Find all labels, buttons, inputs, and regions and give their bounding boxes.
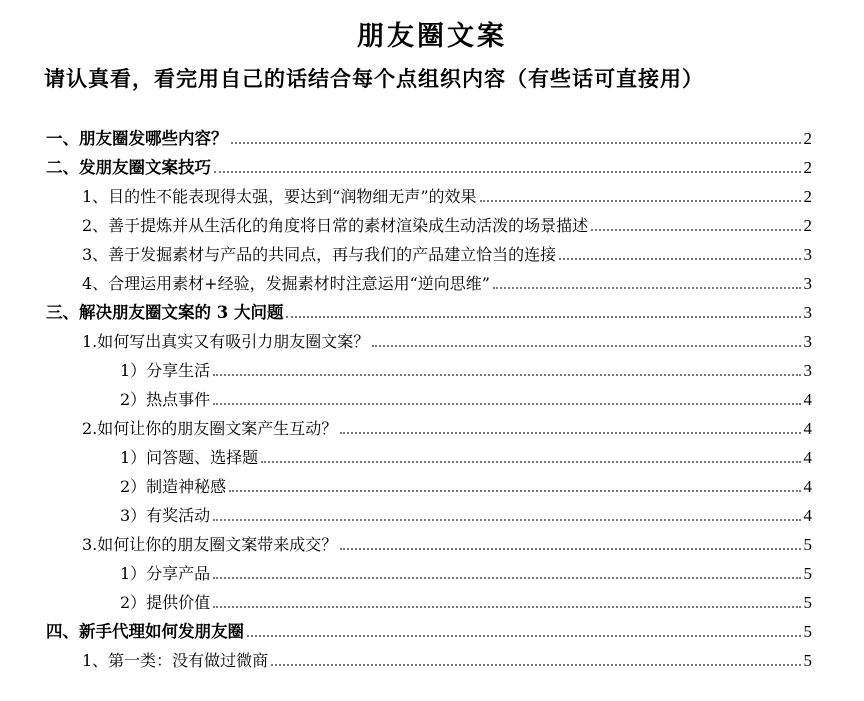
toc-page-number: 4 bbox=[803, 390, 812, 409]
toc-entry-text: 1、目的性不能表现得太强，要达到“润物细无声”的效果 bbox=[82, 187, 477, 206]
toc-entry-text: 3、善于发掘素材与产品的共同点，再与我们的产品建立恰当的连接 bbox=[82, 245, 557, 264]
toc-entry-text: 四、新手代理如何发朋友圈 bbox=[46, 622, 244, 641]
toc-page-number: 2 bbox=[803, 158, 812, 177]
toc-entry[interactable] bbox=[0, 324, 864, 353]
toc-entry[interactable] bbox=[0, 440, 864, 469]
dot-leader bbox=[213, 605, 800, 608]
dot-leader bbox=[231, 141, 801, 144]
toc-entry-text: 3）有奖活动 bbox=[120, 506, 211, 525]
toc-entry[interactable] bbox=[0, 614, 864, 643]
dot-leader bbox=[480, 199, 801, 202]
toc-entry[interactable] bbox=[0, 121, 864, 150]
document-title: 朋友圈文案 bbox=[357, 21, 507, 52]
toc-page-number: 5 bbox=[803, 564, 812, 583]
toc-entry[interactable] bbox=[0, 643, 864, 672]
toc-entry[interactable] bbox=[0, 382, 864, 411]
toc-entry[interactable] bbox=[0, 353, 864, 382]
toc-entry[interactable] bbox=[0, 585, 864, 614]
document-subtitle: 请认真看，看完用自己的话结合每个点组织内容（有些话可直接用） bbox=[44, 66, 704, 91]
dot-leader bbox=[261, 460, 800, 463]
dot-leader bbox=[286, 315, 800, 318]
toc-page-number: 5 bbox=[803, 593, 812, 612]
toc-entry-text: 1）分享产品 bbox=[120, 564, 211, 583]
dot-leader bbox=[340, 547, 800, 550]
dot-leader bbox=[493, 286, 801, 289]
dot-leader bbox=[213, 576, 800, 579]
toc-page-number: 4 bbox=[803, 448, 812, 467]
toc-entry-text: 2）制造神秘感 bbox=[120, 477, 227, 496]
dot-leader bbox=[340, 431, 800, 434]
dot-leader bbox=[247, 634, 801, 637]
dot-leader bbox=[214, 170, 801, 173]
toc-page-number: 5 bbox=[803, 622, 812, 641]
toc-page-number: 2 bbox=[803, 187, 812, 206]
toc-entry[interactable] bbox=[0, 556, 864, 585]
toc-entry[interactable] bbox=[0, 469, 864, 498]
dot-leader bbox=[213, 402, 800, 405]
toc-entry-text: 1、第一类：没有做过微商 bbox=[82, 651, 269, 670]
toc-entry[interactable] bbox=[0, 179, 864, 208]
dot-leader bbox=[213, 518, 800, 521]
toc-entry[interactable] bbox=[0, 208, 864, 237]
dot-leader bbox=[213, 373, 800, 376]
toc-page-number: 3 bbox=[803, 274, 812, 293]
toc-entry-text: 3.如何让你的朋友圈文案带来成交？ bbox=[82, 535, 338, 554]
toc-page-number: 3 bbox=[803, 332, 812, 351]
toc-entry-text: 1）问答题、选择题 bbox=[120, 448, 259, 467]
toc-entry[interactable] bbox=[0, 498, 864, 527]
toc-entry-text: 2、善于提炼并从生活化的角度将日常的素材渲染成生动活泼的场景描述 bbox=[82, 216, 589, 235]
toc-page-number: 3 bbox=[803, 303, 812, 322]
toc-page-number: 2 bbox=[803, 216, 812, 235]
toc-entry[interactable] bbox=[0, 295, 864, 324]
toc-page-number: 4 bbox=[803, 477, 812, 496]
toc-entry[interactable] bbox=[0, 150, 864, 179]
toc-entry-text: 1.如何写出真实又有吸引力朋友圈文案？ bbox=[82, 332, 370, 351]
toc-entry-text: 一、朋友圈发哪些内容？ bbox=[46, 129, 228, 148]
toc-entry[interactable] bbox=[0, 411, 864, 440]
toc-entry-text: 2）提供价值 bbox=[120, 593, 211, 612]
toc-page-number: 2 bbox=[803, 129, 812, 148]
dot-leader bbox=[591, 228, 800, 231]
toc-page-number: 5 bbox=[803, 535, 812, 554]
toc-entry-text: 2.如何让你的朋友圈文案产生互动？ bbox=[82, 419, 338, 438]
dot-leader bbox=[271, 663, 800, 666]
toc-entry-text: 二、发朋友圈文案技巧 bbox=[46, 158, 211, 177]
toc-page-number: 3 bbox=[803, 361, 812, 380]
toc-page-number: 4 bbox=[803, 419, 812, 438]
toc-page-number: 3 bbox=[803, 245, 812, 264]
toc-entry[interactable] bbox=[0, 237, 864, 266]
toc-page-number: 4 bbox=[803, 506, 812, 525]
dot-leader bbox=[229, 489, 800, 492]
dot-leader bbox=[559, 257, 800, 260]
toc-page-number: 5 bbox=[803, 651, 812, 670]
toc-entry-text: 4、合理运用素材+经验，发掘素材时注意运用“逆向思维” bbox=[82, 274, 490, 293]
toc-entry-text: 1）分享生活 bbox=[120, 361, 211, 380]
toc-entry[interactable] bbox=[0, 527, 864, 556]
toc-entry[interactable] bbox=[0, 266, 864, 295]
toc-entry-text: 三、解决朋友圈文案的 3 大问题 bbox=[46, 303, 284, 322]
toc-entry-text: 2）热点事件 bbox=[120, 390, 211, 409]
dot-leader bbox=[372, 344, 800, 347]
table-of-contents bbox=[0, 121, 864, 672]
